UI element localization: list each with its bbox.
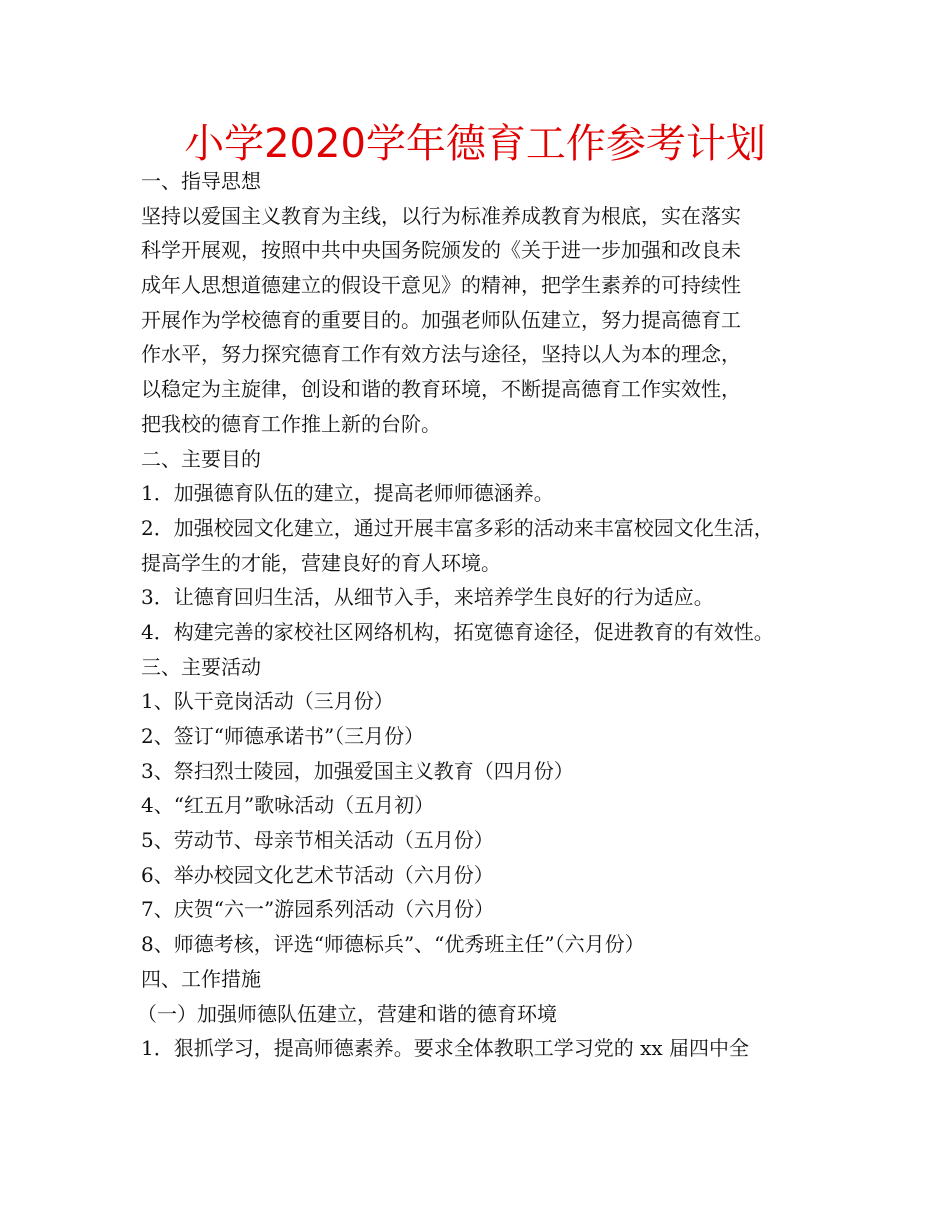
- list-item: 4．构建完善的家校社区网络机构，拓宽德育途径，促进教育的有效性。: [141, 619, 774, 644]
- list-item: 4、“红五月”歌咏活动（五月初）: [141, 793, 435, 818]
- section-heading-guiding-thought: 一、指导思想: [141, 169, 261, 193]
- list-item: 2．加强校园文化建立，通过开展丰富多彩的活动来丰富校园文化生活，: [141, 515, 774, 540]
- section-heading-main-activities: 三、主要活动: [141, 654, 261, 679]
- list-item: 2、签订“师德承诺书”（三月份）: [141, 724, 425, 748]
- list-item: 7、庆贺“六一”游园系列活动（六月份）: [141, 897, 495, 922]
- section-heading-main-goals: 二、主要目的: [141, 446, 261, 471]
- list-item: 3、祭扫烈士陵园，加强爱国主义教育（四月份）: [141, 758, 574, 783]
- list-item: 1．狠抓学习，提高师德素养。要求全体教职工学习党的 xx 届四中全: [141, 1036, 749, 1061]
- section-heading-work-measures: 四、工作措施: [141, 966, 261, 991]
- document-body: [137, 164, 831, 1066]
- paragraph-line: 把我校的德育工作推上新的台阶。: [141, 411, 441, 436]
- document-title: 小学2020学年德育工作参考计划: [184, 121, 766, 167]
- paragraph-line: 成年人思想道德建立的假设干意见》的精神，把学生素养的可持续性: [141, 273, 741, 298]
- paragraph-line: 科学开展观，按照中共中央国务院颁发的《关于进一步加强和改良未: [141, 238, 741, 263]
- paragraph-line: 作水平，努力探究德育工作有效方法与途径，坚持以人为本的理念，: [141, 342, 741, 367]
- subsection-heading: （一）加强师德队伍建立，营建和谐的德育环境: [137, 1001, 557, 1026]
- list-item: 1．加强德育队伍的建立，提高老师师德涵养。: [141, 481, 554, 506]
- list-item: 1、队干竞岗活动（三月份）: [141, 689, 394, 714]
- list-item: 5、劳动节、母亲节相关活动（五月份）: [141, 828, 494, 853]
- paragraph-line: 提高学生的才能，营建良好的育人环境。: [141, 550, 501, 575]
- list-item: 3．让德育回归生活，从细节入手，来培养学生良好的行为适应。: [141, 585, 714, 610]
- list-item: 8、师德考核，评选“师德标兵”、“优秀班主任”（六月份）: [141, 932, 645, 957]
- list-item: 6、举办校园文化艺术节活动（六月份）: [141, 862, 494, 887]
- paragraph-line: 以稳定为主旋律，创设和谐的教育环境，不断提高德育工作实效性，: [141, 377, 741, 402]
- paragraph-line: 开展作为学校德育的重要目的。加强老师队伍建立，努力提高德育工: [141, 307, 741, 332]
- paragraph-line: 坚持以爱国主义教育为主线，以行为标准养成教育为根底，实在落实: [141, 203, 741, 228]
